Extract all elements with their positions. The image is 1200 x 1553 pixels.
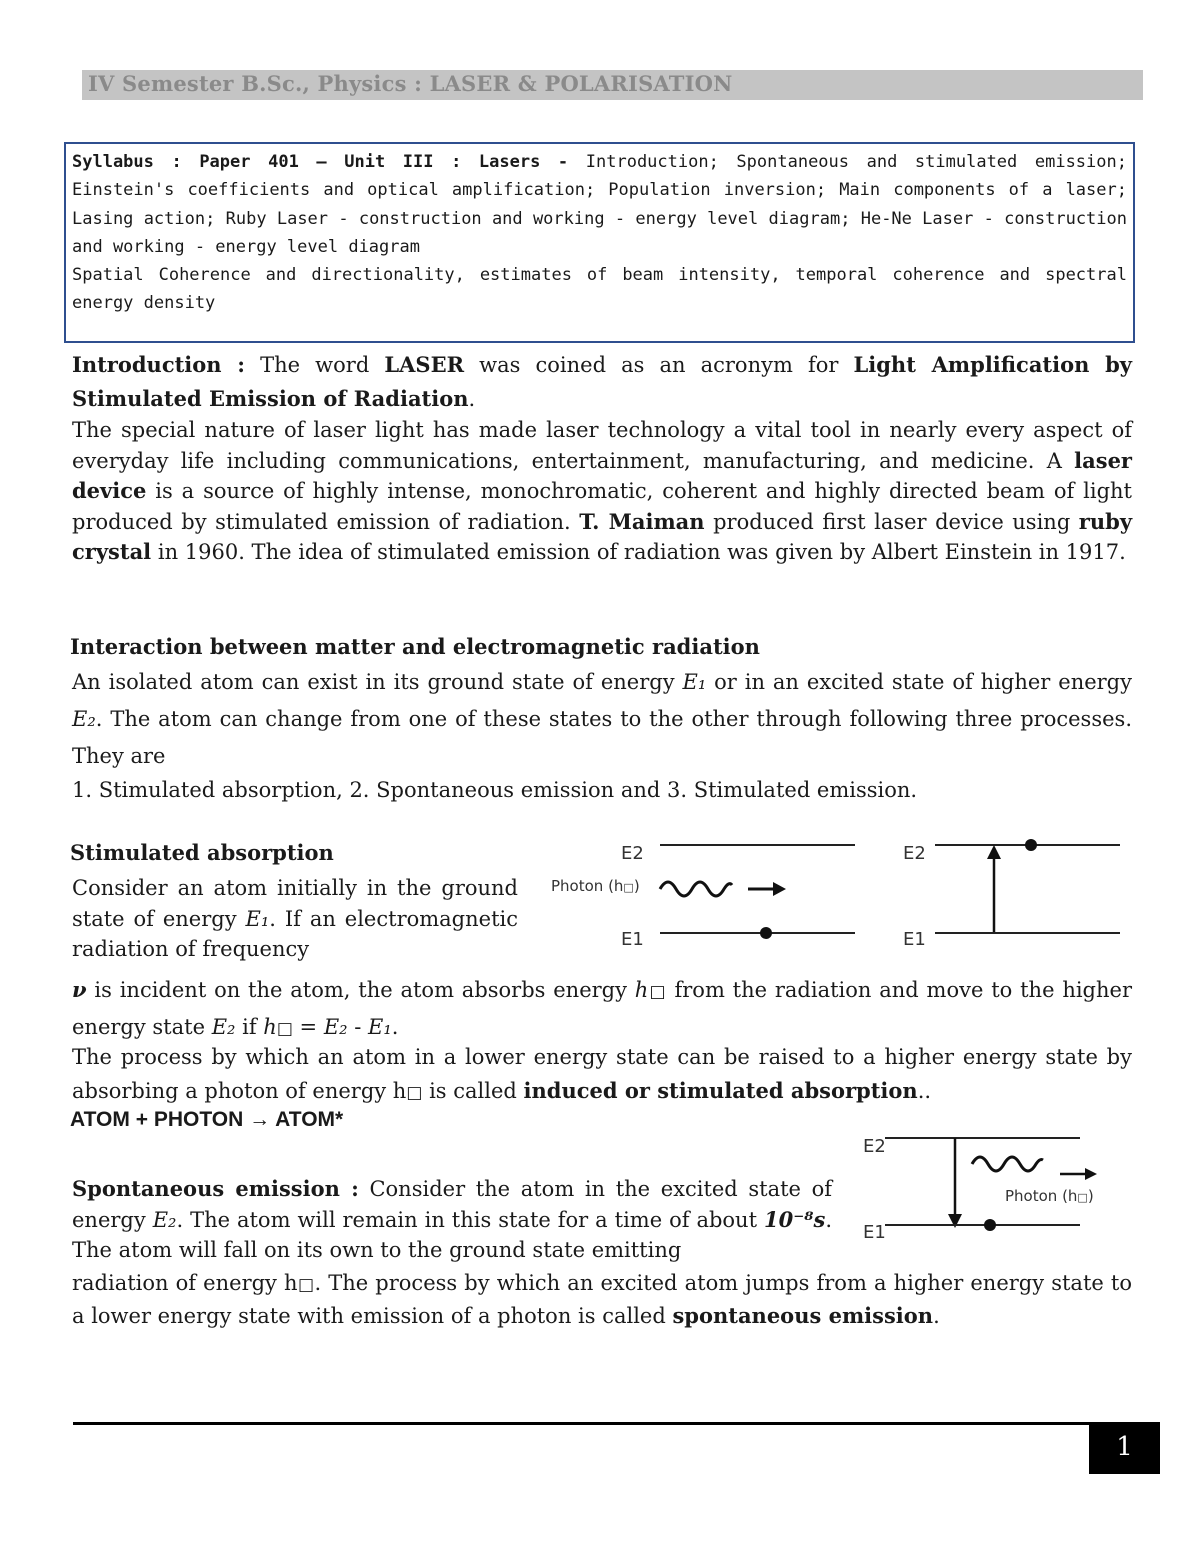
absorption-text: .. xyxy=(917,1079,932,1103)
absorption-text: . xyxy=(391,1015,399,1039)
emitted-photon-arrowhead-icon xyxy=(1085,1168,1097,1180)
process-list: 1. Stimulated absorption, 2. Spontaneous emission and 3. Stimulated emission. xyxy=(72,778,918,802)
spontaneous-text: . The atom will remain in this state for a time of about xyxy=(176,1207,764,1232)
excited-atom-dot xyxy=(1025,839,1037,851)
intro-paragraph xyxy=(72,348,1132,416)
page-number: 1 xyxy=(1116,1432,1133,1462)
syllabus-text-2: Spatial Coherence and directionality, estimates of beam intensity, temporal coherence and spectral energy density xyxy=(72,265,1127,314)
interaction-heading: Interaction between matter and electromagnetic radiation xyxy=(70,634,760,659)
absorption-paragraph xyxy=(72,873,518,965)
missing-glyph-box: □ xyxy=(276,1019,293,1039)
photon-arrowhead-icon xyxy=(773,882,786,896)
intro-paragraph-2 xyxy=(72,415,1132,568)
absorption-arrowhead-icon xyxy=(987,845,1001,859)
nu-symbol: ν xyxy=(72,977,87,1002)
absorption-heading: Stimulated absorption xyxy=(70,840,334,865)
intro-text: is a source of highly intense, monochromatic, coherent and highly directed beam of light produced by stimulated emission of radiation. xyxy=(72,479,1132,534)
absorption-equation: ATOM + PHOTON → ATOM* xyxy=(70,1108,344,1131)
syllabus-label: Syllabus : Paper 401 – Unit III : Lasers - xyxy=(72,152,569,172)
relaxed-atom-dot xyxy=(984,1219,996,1231)
laser-term: LASER xyxy=(384,352,465,377)
spontaneous-text: Consider the atom in the excited state of energy xyxy=(72,1177,832,1232)
spontaneous-paragraph xyxy=(72,1174,832,1266)
e2-symbol: E₂ xyxy=(323,1015,348,1039)
interaction-text: An isolated atom can exist in its ground state of energy xyxy=(72,670,683,694)
page-header-title: IV Semester B.Sc., Physics : LASER & POLARISATION xyxy=(88,71,733,96)
absorption-text: is called xyxy=(422,1079,524,1103)
intro-text: The word xyxy=(245,353,385,377)
photon-label: Photon (h□) xyxy=(551,877,640,895)
emitted-photon-label: Photon (h□) xyxy=(1005,1187,1094,1205)
footer-rule xyxy=(73,1422,1160,1425)
absorption-paragraph-3 xyxy=(72,1041,1132,1110)
intro-text: was coined as an acronym for xyxy=(464,353,854,377)
syllabus-box xyxy=(64,142,1135,343)
h-symbol: h xyxy=(263,1015,277,1039)
absorption-text: The process by which an atom in a lower energy state can be raised to a higher energy state by absorbing a photon of energy h xyxy=(72,1045,1132,1103)
e1-label: E1 xyxy=(621,929,644,950)
missing-glyph-box: □ xyxy=(297,1275,315,1295)
e1-label-2: E1 xyxy=(903,929,926,950)
e1-label-3: E1 xyxy=(863,1222,886,1243)
absorption-text: Consider an atom initially in the ground state of energy xyxy=(72,876,518,931)
laser-device-term: laser device xyxy=(72,447,1132,503)
spontaneous-paragraph-2 xyxy=(72,1268,1132,1331)
spontaneous-text: . xyxy=(933,1303,940,1328)
spontaneous-text: . The process by which an excited atom jumps from a higher energy state to a lower energy state with emission of a photon is called xyxy=(72,1271,1132,1328)
stimulated-absorption-term: induced or stimulated absorption xyxy=(523,1078,918,1103)
spontaneous-label: Spontaneous emission : xyxy=(72,1176,359,1201)
maiman-term: T. Maiman xyxy=(579,508,705,534)
e2-label-3: E2 xyxy=(863,1136,886,1157)
absorption-paragraph-2 xyxy=(72,972,1132,1047)
laser-expansion: Light Amplification by Stimulated Emission of Radiation xyxy=(72,352,1132,411)
interaction-text: or in an excited state of higher energy xyxy=(706,670,1132,694)
intro-text: produced first laser device using xyxy=(704,509,1079,534)
e1-symbol: E₁ xyxy=(245,906,270,931)
intro-text: in 1960. The idea of stimulated emission of radiation was given by Albert Einstein in 1917. xyxy=(151,540,1126,564)
ground-atom-dot xyxy=(760,927,772,939)
e2-symbol: E₂ xyxy=(72,707,96,731)
photon-wave-icon xyxy=(660,882,732,896)
absorption-text: . If an electromagnetic radiation of frequency xyxy=(72,906,518,961)
absorption-diagram xyxy=(545,835,1125,955)
absorption-text: if xyxy=(235,1015,264,1039)
interaction-text: . The atom can change from one of these states to the other through following three processes. They are xyxy=(72,707,1132,768)
syllabus-text: Introduction; Spontaneous and stimulated emission; Einstein's coefficients and optical amplification; Population inversion; Main components of a laser; Lasing action; Ruby Laser - construction and working - energy level diagram; He-Ne Laser - construction and working - energy level diagram xyxy=(72,152,1127,257)
e1-symbol: E₁ xyxy=(368,1015,392,1039)
e2-symbol: E₂ xyxy=(152,1207,177,1232)
missing-glyph-box: □ xyxy=(406,1083,423,1103)
spontaneous-emission-term: spontaneous emission xyxy=(672,1302,934,1328)
h-symbol: h xyxy=(634,978,649,1002)
missing-glyph-box: □ xyxy=(648,982,667,1002)
absorption-text: from the radiation and move to the higher energy state xyxy=(72,978,1132,1039)
e2-label-2: E2 xyxy=(903,843,926,864)
spontaneous-text: . The atom will fall on its own to the ground state emitting xyxy=(72,1207,833,1262)
absorption-text: = xyxy=(292,1015,324,1039)
interaction-paragraph xyxy=(72,664,1132,775)
intro-label: Introduction : xyxy=(72,352,246,377)
spontaneous-emission-diagram xyxy=(860,1128,1130,1243)
intro-text: . xyxy=(468,387,476,411)
absorption-text: is incident on the atom, the atom absorbs energy xyxy=(86,978,635,1002)
lifetime-value: 10⁻⁸s xyxy=(763,1206,826,1232)
e1-symbol: E₁ xyxy=(682,670,707,694)
emitted-photon-wave-icon xyxy=(972,1157,1043,1171)
intro-text: The special nature of laser light has made laser technology a vital tool in nearly every aspect of everyday life including communications, entertainment, manufacturing, and medicine. A xyxy=(72,418,1132,473)
spontaneous-text: radiation of energy h xyxy=(72,1271,298,1295)
ruby-term: ruby crystal xyxy=(72,508,1133,564)
absorption-text: - xyxy=(347,1015,369,1039)
e2-label: E2 xyxy=(621,843,644,864)
e2-symbol: E₂ xyxy=(211,1015,236,1039)
